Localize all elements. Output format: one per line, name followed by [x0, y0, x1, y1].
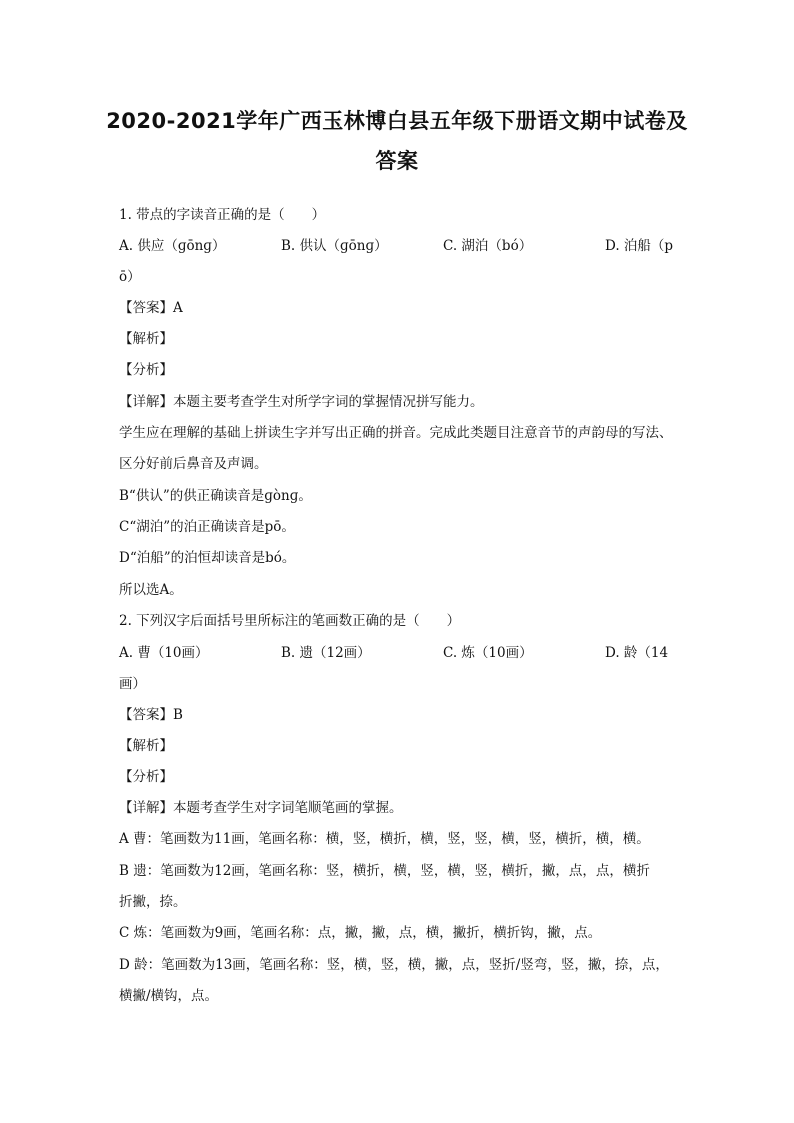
option-d: D. 龄（14	[605, 645, 669, 661]
detail-line: 学生应在理解的基础上拼读生字并写出正确的拼音。完成此类题目注意音节的声韵母的写法、	[119, 425, 673, 441]
detail-line: B“供认”的供正确读音是ɡònɡ。	[119, 488, 312, 504]
detail-line: 【详解】本题考查学生对字词笔顺笔画的掌握。	[119, 800, 403, 816]
fenxi-label: 【分析】	[119, 362, 173, 378]
answer-label: 【答案】A	[119, 300, 183, 316]
option-b: B. 供认（ɡōnɡ）	[281, 238, 388, 254]
detail-line: C“湖泊”的泊正确读音是pō。	[119, 519, 295, 535]
detail-line: D“泊船”的泊恒却读音是bó。	[119, 550, 296, 566]
option-c: C. 湖泊（bó）	[443, 238, 533, 254]
detail-line: D 龄：笔画数为13画，笔画名称：竖，横，竖，横，撇，点，竖折/竖弯，竖，撇，捺，点，	[119, 957, 669, 973]
option-d: D. 泊船（p	[605, 238, 674, 254]
detail-line: A 曹：笔画数为11画，笔画名称：横，竖，横折，横，竖，竖，横，竖，横折，横，横。	[119, 831, 650, 847]
option-b: B. 遗（12画）	[281, 645, 371, 661]
detail-line: B 遗：笔画数为12画，笔画名称：竖，横折，横，竖，横，竖，横折，撇，点，点，横折	[119, 863, 650, 879]
title-line-2: 答案	[375, 149, 419, 173]
analysis-label: 【解析】	[119, 738, 173, 754]
detail-line: 折撇，捺。	[119, 894, 187, 910]
option-d-wrap: ō）	[119, 269, 141, 285]
detail-line: 【详解】本题主要考查学生对所学字词的掌握情况拼写能力。	[119, 394, 484, 410]
answer-label: 【答案】B	[119, 707, 183, 723]
fenxi-label: 【分析】	[119, 769, 173, 785]
detail-line: 所以选A。	[119, 582, 183, 598]
analysis-label: 【解析】	[119, 331, 173, 347]
detail-line: 区分好前后鼻音及声调。	[119, 456, 268, 472]
option-a: A. 曹（10画）	[119, 645, 209, 661]
title-line-1: 2020-2021学年广西玉林博白县五年级下册语文期中试卷及	[106, 109, 688, 133]
detail-line: 横撇/横钩，点。	[119, 988, 219, 1004]
detail-line: C 炼：笔画数为9画，笔画名称：点，撇，撇，点，横，撇折，横折钩，撇，点。	[119, 925, 602, 941]
option-c: C. 炼（10画）	[443, 645, 533, 661]
question-stem: 2. 下列汉字后面括号里所标注的笔画数正确的是（ ）	[119, 613, 461, 629]
option-d-wrap: 画）	[119, 676, 146, 692]
option-a: A. 供应（ɡōnɡ）	[119, 238, 226, 254]
question-stem: 1. 带点的字读音正确的是（ ）	[119, 207, 326, 223]
